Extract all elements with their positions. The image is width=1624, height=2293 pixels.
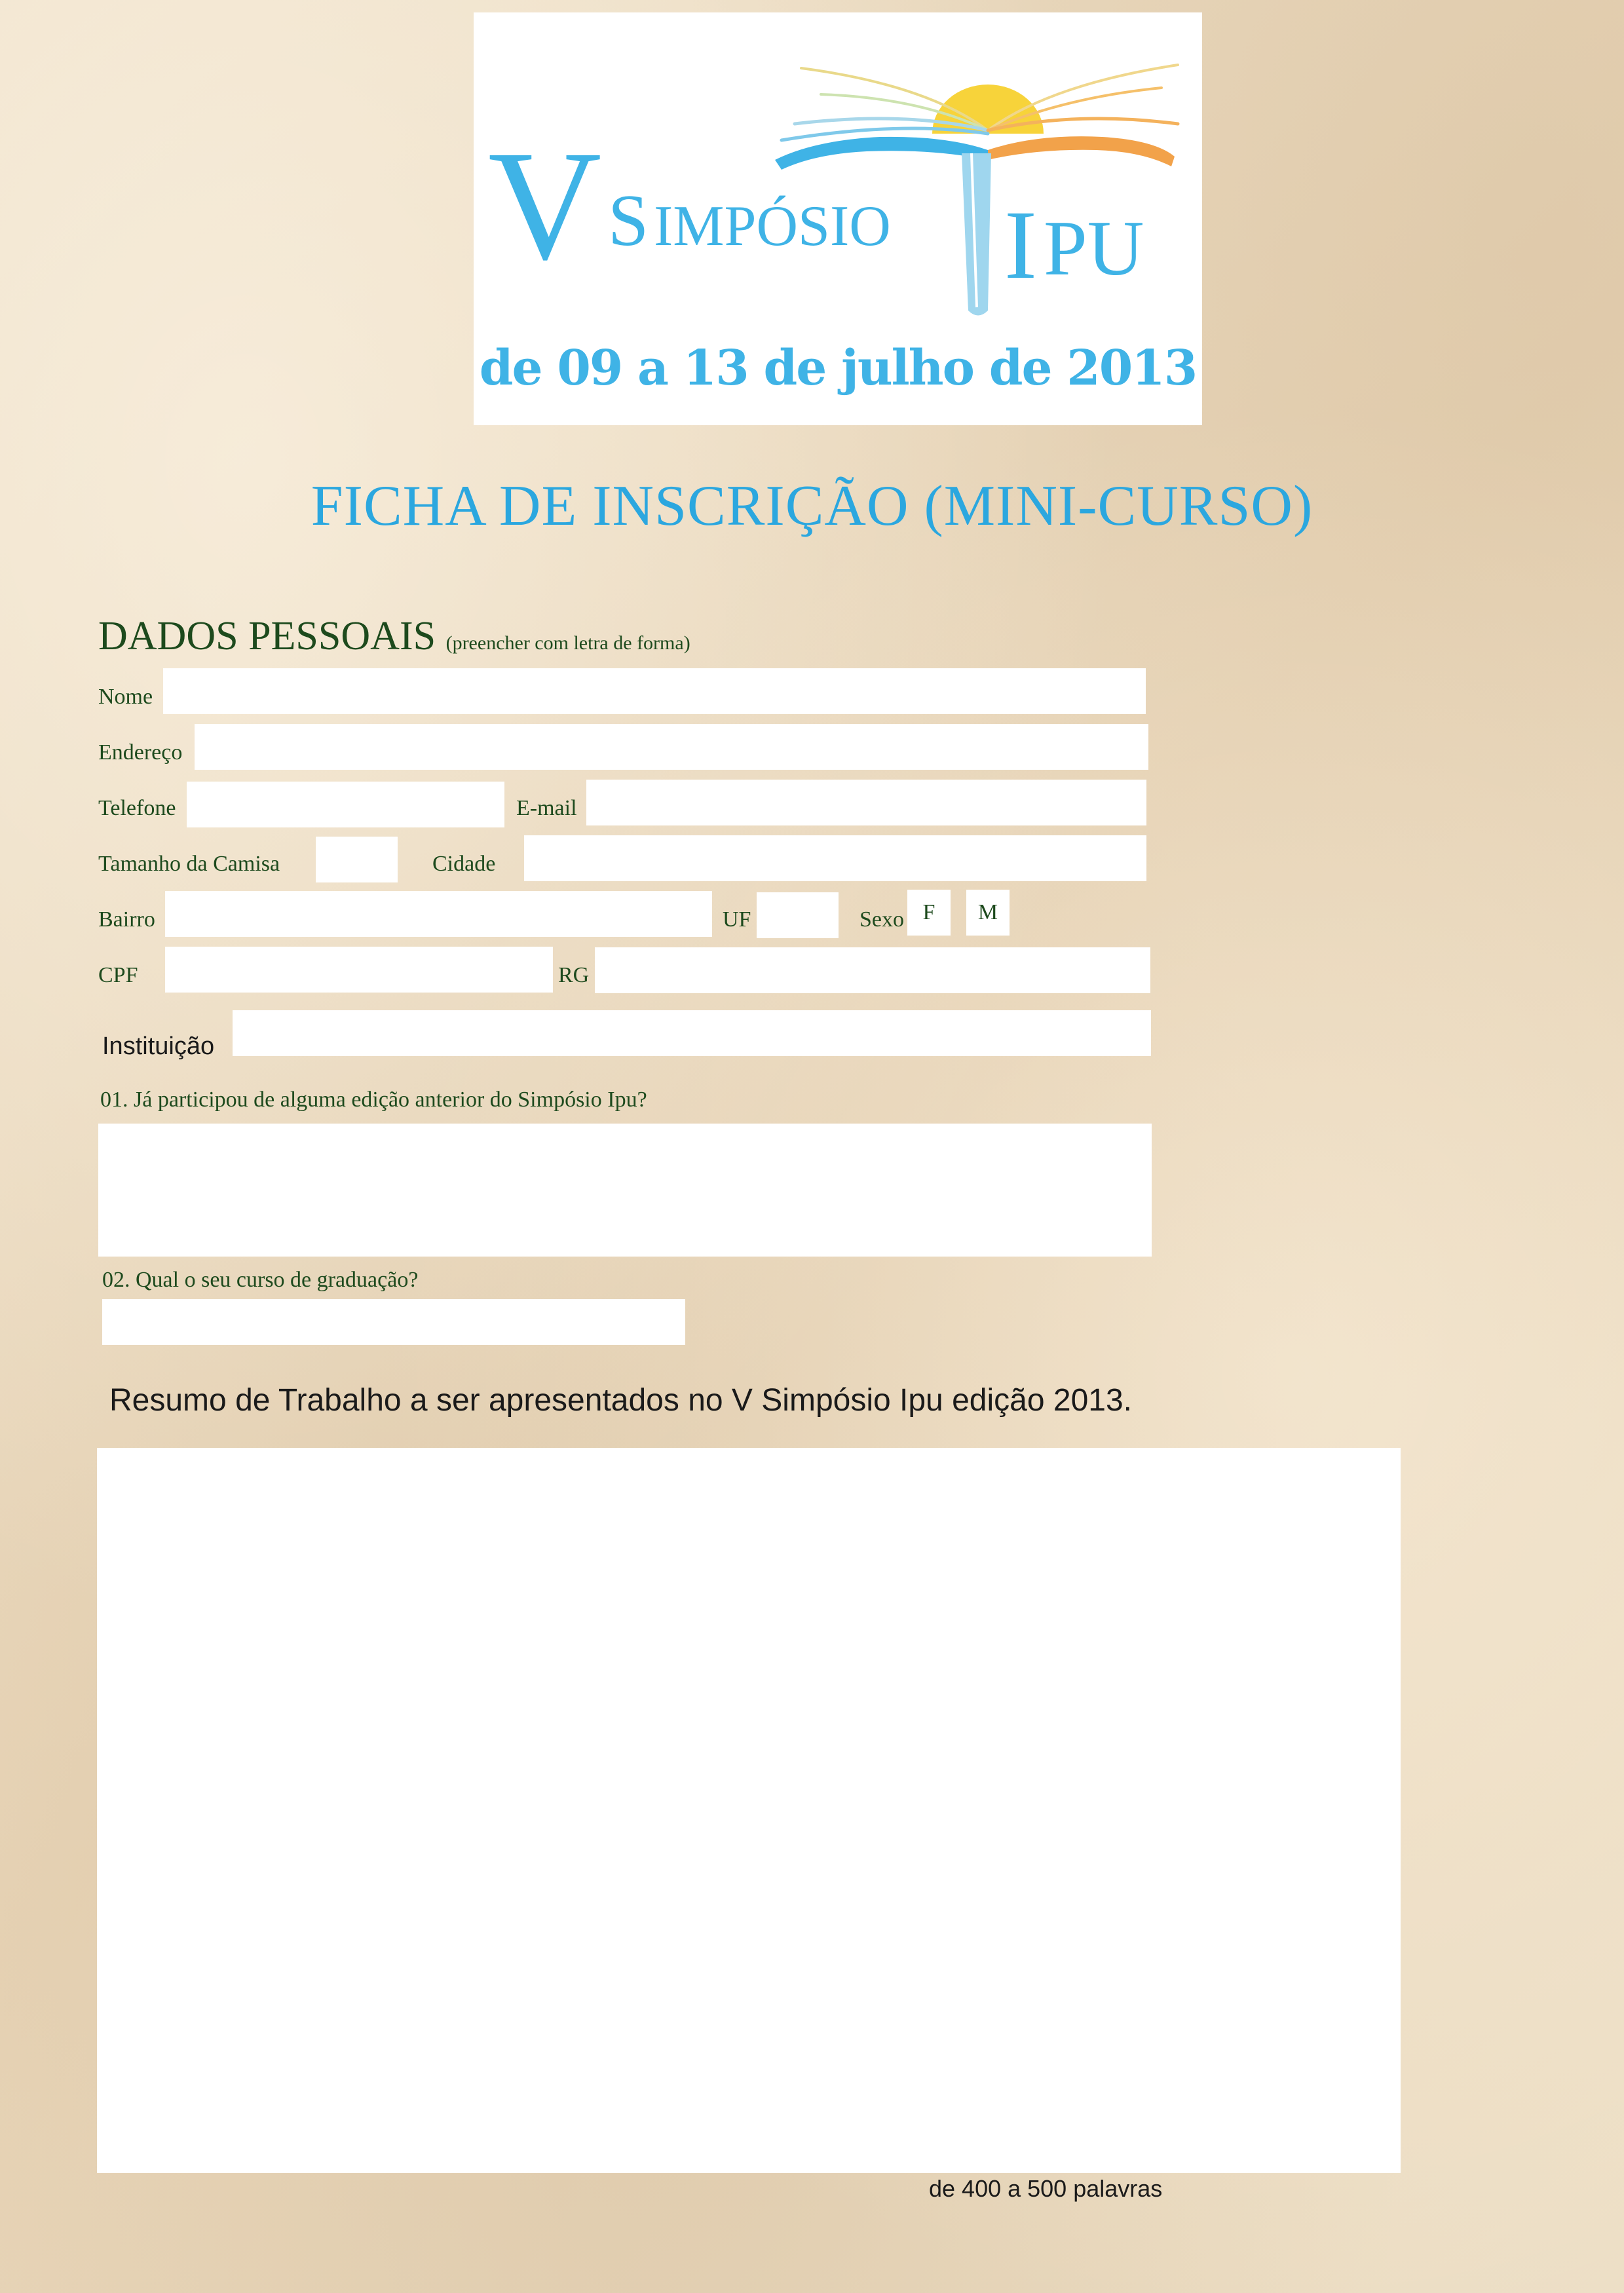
svg-text:V: V (488, 118, 602, 292)
event-date: de 09 a 13 de julho de 2013 (479, 340, 1197, 396)
rg-label: RG (558, 963, 590, 987)
resumo-textarea[interactable] (97, 1448, 1401, 2173)
email-label: E-mail (516, 796, 577, 820)
svg-text:IMPÓSIO: IMPÓSIO (654, 195, 891, 258)
sexo-option-f[interactable]: F (907, 890, 951, 936)
book-right-page (988, 136, 1175, 166)
question-1: 01. Já participou de alguma edição anterior do Simpósio Ipu? (100, 1088, 647, 1112)
camisa-input[interactable] (316, 837, 398, 882)
cpf-label: CPF (98, 963, 138, 987)
sexo-label: Sexo (859, 907, 904, 932)
uf-label: UF (723, 907, 751, 932)
endereco-label: Endereço (98, 740, 183, 765)
sexo-option-m[interactable]: M (966, 890, 1010, 936)
bairro-input[interactable] (165, 891, 712, 937)
svg-text:S: S (608, 180, 649, 261)
question-1-answer[interactable] (98, 1124, 1152, 1257)
svg-text:PU: PU (1044, 204, 1144, 292)
cidade-label: Cidade (432, 852, 496, 876)
instituicao-input[interactable] (233, 1010, 1151, 1056)
endereco-input[interactable] (195, 724, 1148, 770)
sun-shape (932, 85, 1044, 134)
section-note: (preencher com letra de forma) (445, 632, 690, 654)
section-title: DADOS PESSOAIS (98, 614, 436, 658)
question-2: 02. Qual o seu curso de graduação? (102, 1268, 419, 1292)
book-left-page (775, 137, 988, 170)
resumo-word-limit: de 400 a 500 palavras (929, 2175, 1163, 2202)
bairro-label: Bairro (98, 907, 155, 932)
instituicao-label: Instituição (102, 1033, 215, 1060)
email-input[interactable] (586, 780, 1146, 825)
question-2-answer[interactable] (102, 1299, 685, 1345)
nome-input[interactable] (163, 668, 1146, 714)
page-title: FICHA DE INSCRIÇÃO (MINI-CURSO) (311, 474, 1313, 538)
uf-input[interactable] (757, 892, 839, 938)
telefone-input[interactable] (187, 782, 504, 827)
cpf-input[interactable] (165, 947, 553, 993)
section-heading (98, 613, 690, 660)
rg-input[interactable] (595, 947, 1150, 993)
nome-label: Nome (98, 685, 153, 709)
cidade-input[interactable] (524, 835, 1146, 881)
telefone-label: Telefone (98, 796, 176, 820)
svg-text:I: I (1004, 191, 1037, 299)
camisa-label: Tamanho da Camisa (98, 852, 280, 876)
resumo-heading: Resumo de Trabalho a ser apresentados no V Simpósio Ipu edição 2013. (109, 1383, 1132, 1418)
event-logo (474, 12, 1202, 425)
